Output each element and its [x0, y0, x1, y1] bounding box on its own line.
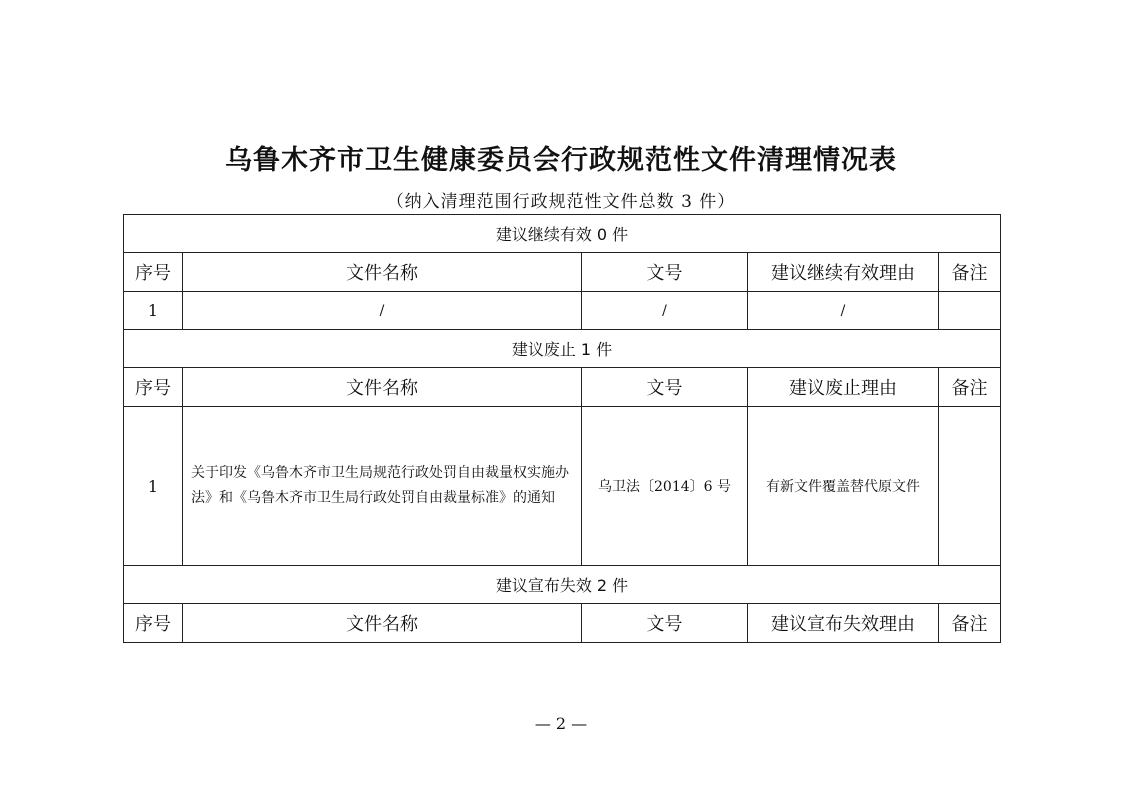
column-header-name: 文件名称 — [183, 253, 582, 292]
document-subtitle: （纳入清理范围行政规范性文件总数 3 件） — [386, 192, 736, 212]
table-row — [124, 292, 1001, 330]
row-reason: 有新文件覆盖替代原文件 — [748, 407, 939, 566]
column-header-remark: 备注 — [939, 368, 1001, 407]
section-heading-repeal: 建议废止 1 件 — [124, 330, 1001, 368]
document-title: 乌鲁木齐市卫生健康委员会行政规范性文件清理情况表 — [225, 145, 897, 176]
section-heading-continue-valid: 建议继续有效 0 件 — [124, 215, 1001, 253]
page-number: — 2 — — [534, 714, 588, 733]
cleanup-table — [123, 214, 1001, 643]
column-header-reason: 建议废止理由 — [748, 368, 939, 407]
table-row — [124, 407, 1001, 566]
column-header-reason: 建议宣布失效理由 — [748, 604, 939, 643]
column-header-row — [124, 253, 1001, 292]
column-header-no: 序号 — [124, 604, 183, 643]
column-header-row — [124, 604, 1001, 643]
column-header-name: 文件名称 — [183, 368, 582, 407]
row-doc-no: / — [582, 292, 748, 330]
column-header-doc-no: 文号 — [582, 253, 748, 292]
row-doc-no: 乌卫法〔2014〕6 号 — [582, 407, 748, 566]
row-name: 关于印发《乌鲁木齐市卫生局规范行政处罚自由裁量权实施办法》和《乌鲁木齐市卫生局行政处罚自由裁量标准》的通知 — [183, 407, 582, 566]
column-header-no: 序号 — [124, 253, 183, 292]
row-no: 1 — [124, 407, 183, 566]
section-heading-row — [124, 330, 1001, 368]
column-header-remark: 备注 — [939, 604, 1001, 643]
column-header-remark: 备注 — [939, 253, 1001, 292]
row-no: 1 — [124, 292, 183, 330]
column-header-doc-no: 文号 — [582, 368, 748, 407]
column-header-no: 序号 — [124, 368, 183, 407]
row-reason: / — [748, 292, 939, 330]
section-heading-row — [124, 215, 1001, 253]
row-remark — [939, 407, 1001, 566]
row-name: / — [183, 292, 582, 330]
column-header-row — [124, 368, 1001, 407]
row-remark — [939, 292, 1001, 330]
column-header-name: 文件名称 — [183, 604, 582, 643]
section-heading-row — [124, 566, 1001, 604]
column-header-reason: 建议继续有效理由 — [748, 253, 939, 292]
section-heading-declare-invalid: 建议宣布失效 2 件 — [124, 566, 1001, 604]
column-header-doc-no: 文号 — [582, 604, 748, 643]
